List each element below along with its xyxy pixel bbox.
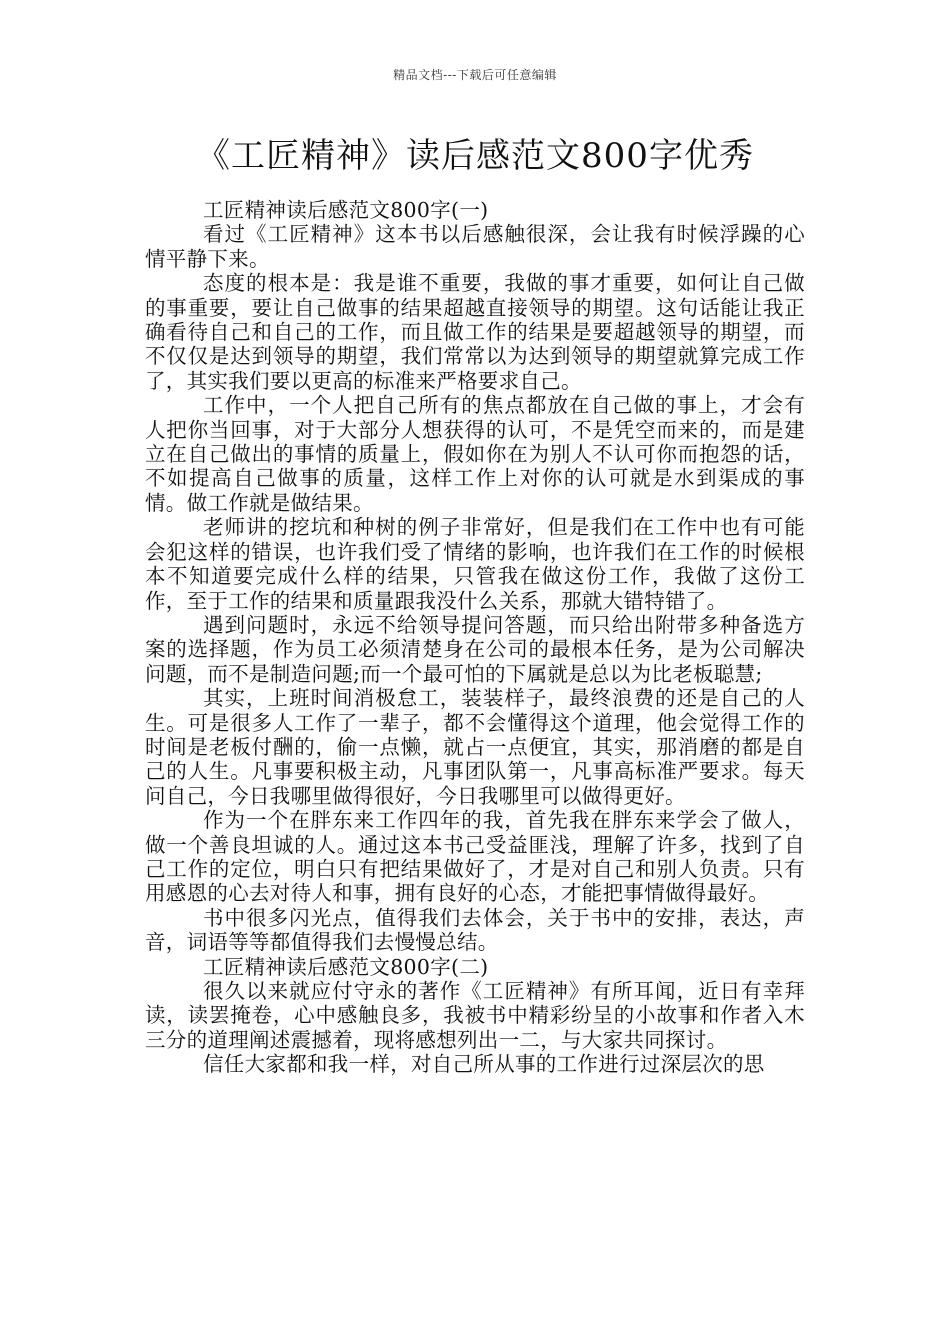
paragraph: 遇到问题时，永远不给领导提问答题，而只给出附带多种备选方案的选择题，作为员工必须清楚身在公司的最根本任务，是为公司解决问题，而不是制造问题;而一个最可怕的下属就是总以为比老板聪慧;	[145, 612, 805, 686]
document-title: 《工匠精神》读后感范文800字优秀	[196, 136, 754, 176]
section-heading: 工匠精神读后感范文800字(二)	[203, 954, 489, 979]
paragraph: 书中很多闪光点，值得我们去体会，关于书中的安排，表达，声音，词语等等都值得我们去慢慢总结。	[145, 905, 805, 955]
paragraph: 信任大家都和我一样，对自己所从事的工作进行过深层次的思	[203, 1052, 765, 1077]
paragraph: 工作中，一个人把自己所有的焦点都放在自己做的事上，才会有人把你当回事，对于大部分人想获得的认可，不是凭空而来的，而是建立在自己做出的事情的质量上，假如你在为别人不认可你而抱怨的话，不如提高自己做事的质量，这样工作上对你的认可就是水到渠成的事情。做工作就是做结果。	[145, 393, 805, 515]
paragraph: 看过《工匠精神》这本书以后感触很深，会让我有时候浮躁的心情平静下来。	[145, 222, 805, 271]
page-header: 精品文档---下载后可任意编辑	[393, 68, 557, 82]
paragraph: 很久以来就应付守永的著作《工匠精神》有所耳闻，近日有幸拜读，读罢掩卷，心中感触良多，我被书中精彩纷呈的小故事和作者入木三分的道理阐述震撼着，现将感想列出一二，与大家共同探讨。	[145, 979, 805, 1052]
paragraph: 态度的根本是：我是谁不重要，我做的事才重要，如何让自己做的事重要，要让自己做事的结果超越直接领导的期望。这句话能让我正确看待自己和自己的工作，而且做工作的结果是要超越领导的期望，而不仅仅是达到领导的期望，我们常常以为达到领导的期望就算完成工作了，其实我们要以更高的标准来严格要求自己。	[145, 271, 805, 393]
document-body	[145, 198, 805, 1077]
paragraph: 老师讲的挖坑和种树的例子非常好，但是我们在工作中也有可能会犯这样的错误，也许我们受了情绪的影响，也许我们在工作的时候根本不知道要完成什么样的结果，只管我在做这份工作，我做了这份工作，至于工作的结果和质量跟我没什么关系，那就大错特错了。	[145, 515, 805, 613]
paragraph: 作为一个在胖东来工作四年的我，首先我在胖东来学会了做人，做一个善良坦诚的人。通过这本书己受益匪浅，理解了许多，找到了自己工作的定位，明白只有把结果做好了，才是对自己和别人负责。只有用感恩的心去对待人和事，拥有良好的心态，才能把事情做得最好。	[145, 808, 805, 906]
section-heading: 工匠精神读后感范文800字(一)	[203, 198, 489, 222]
paragraph: 其实，上班时间消极怠工，装装样子，最终浪费的还是自己的人生。可是很多人工作了一辈子，都不会懂得这个道理，他会觉得工作的时间是老板付酬的，偷一点懒，就占一点便宜，其实，那消磨的都是自己的人生。凡事要积极主动，凡事团队第一，凡事高标准严要求。每天问自己，今日我哪里做得很好，今日我哪里可以做得更好。	[145, 686, 805, 808]
